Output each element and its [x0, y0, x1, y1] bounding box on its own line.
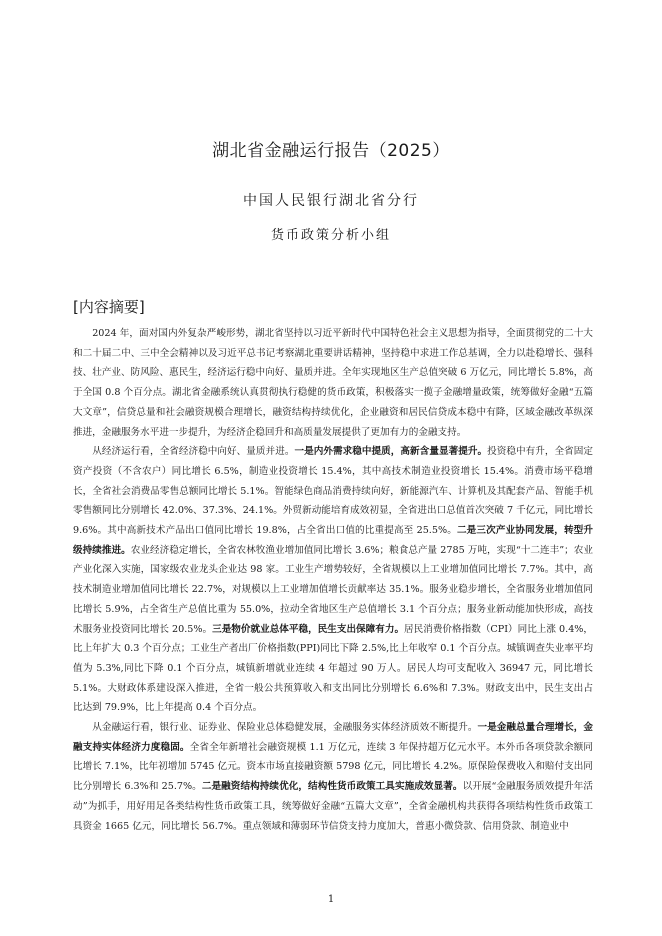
- summary-paragraph: [73, 442, 593, 718]
- section-heading: [内容摘要]: [73, 298, 145, 316]
- summary-body: [73, 324, 593, 836]
- report-title: 湖北省金融运行报告（2025）: [212, 141, 450, 161]
- summary-paragraph: [73, 324, 593, 442]
- paragraph-text: 2024 年，面对国内外复杂严峻形势，湖北省坚持以习近平新时代中国特色社会主义思想为指导，全面贯彻党的二十大和二十届二中、三中全会精神以及习近平总书记考察湖北重要讲话精神，坚持稳中求进工作总基调，全力以赴稳增长、强科技、壮产业、防风险、惠民生，经济运行稳中向好、量质并进。全年实现地区生产总值突破 6 万亿元，同比增长 5.8%，高于全国 0.8 个百分点。湖北省金融系统认真贯彻执行稳健的货币政策，积极落实一揽子金融增量政策，统筹做好金融“五篇大文章”，信贷总量和社会融资规模合理增长，融资结构持续优化，企业融资和居民信贷成本稳中有降，区域金融改革纵深推进，金融服务水平进一步提升，为经济企稳回升和高质量发展提供了更加有力的金融支持。: [73, 328, 593, 438]
- key-point-text: 一是内外需求稳中提质，高新含量显著提升。: [294, 446, 488, 458]
- page-number: 1: [327, 894, 335, 905]
- key-point-text: 一是金融总量合理增长，金融支持实体经济力度稳固。: [73, 722, 594, 753]
- paragraph-text: 以开展“金融服务质效提升年活动”为抓手，用好用足各类结构性货币政策工具，统筹做好金融“五篇大文章”，全省金融机构共获得各项结构性货币政策工具资金 1665 亿元，同比增长 56.7%。重点领域和薄弱环节信贷支持力度加大，普惠小微贷款、信用贷款、制造业中: [73, 781, 594, 832]
- paragraph-text: 从经济运行看，全省经济稳中向好、量质并进。: [92, 446, 295, 458]
- key-point-text: 二是三次产业协同发展，转型升级持续推进。: [73, 525, 593, 556]
- paragraph-text: 居民消费价格指数（CPI）同比上涨 0.4%，比上年扩大 0.3 个百分点；工业生产者出厂价格指数(PPI)同比下降 2.5%,比上年收窄 0.1 个百分点。城镇调查失业率平均值为 5.3%,同比下降 0.1 个百分点，城镇新增就业连续 4 年超过 90 万人。居民人均可支配收入 36947 元，同比增长 5.1%。大财政体系建设深入推进，全省一般公共预算收入和支出同比分别增长 6.6%和 7.3%。财政支出中，民生支出占比达到 79.9%，比上年提高 0.4 个百分点。: [73, 623, 594, 714]
- key-point-text: 三是物价就业总体平稳，民生支出保障有力。: [212, 623, 405, 635]
- summary-paragraph: [73, 718, 593, 836]
- paragraph-text: 投资稳中有升，全省固定资产投资（不含农户）同比增长 6.5%，制造业投资增长 15.4%，其中高技术制造业投资增长 15.4%。消费市场平稳增长，全省社会消费品零售总额同比增长 5.1%。智能绿色商品消费持续向好，新能源汽车、计算机及其配套产品、智能手机零售额同比分别增长 42.0%、37.3%、24.1%。外贸新动能培育成效初显，全省进出口总值首次突破 7 千亿元，同比增长 9.6%。其中高新技术产品出口值同比增长 19.8%，占全省出口值的比重提高至 25.5%。: [73, 446, 594, 537]
- paragraph-text: 农业经济稳定增长，全省农林牧渔业增加值同比增长 3.6%；粮食总产量 2785 万吨，实现“十二连丰”；农业产业化深入实施，国家级农业龙头企业达 98 家。工业生产增势较好，全省规模以上工业增加值同比增长 7.7%。其中，高技术制造业增加值同比增长 22.7%，对规模以上工业增加值增长贡献率达 35.1%。服务业稳步增长，全省服务业增加值同比增长 5.9%，占全省生产总值比重为 55.0%，拉动全省地区生产总值增长 3.1 个百分点；服务业新动能加快形成，高技术服务业投资同比增长 20.5%。: [73, 544, 594, 635]
- author-group: 货币政策分析小组: [270, 228, 391, 243]
- paragraph-text: 全省全年新增社会融资规模 1.1 万亿元，连续 3 年保持超万亿元水平。本外币各项贷款余额同比增长 7.1%，比年初增加 5745 亿元。资本市场直接融资额 5798 亿元，同比增长 4.2%。原保险保费收入和赔付支出同比分别增长 6.3%和 25.7%。: [73, 741, 593, 793]
- key-point-text: 二是融资结构持续优化，结构性货币政策工具实施成效显著。: [201, 781, 463, 793]
- organization-name: 中国人民银行湖北省分行: [243, 193, 419, 209]
- paragraph-text: 从金融运行看，银行业、证券业、保险业总体稳健发展，金融服务实体经济质效不断提升。: [92, 722, 478, 734]
